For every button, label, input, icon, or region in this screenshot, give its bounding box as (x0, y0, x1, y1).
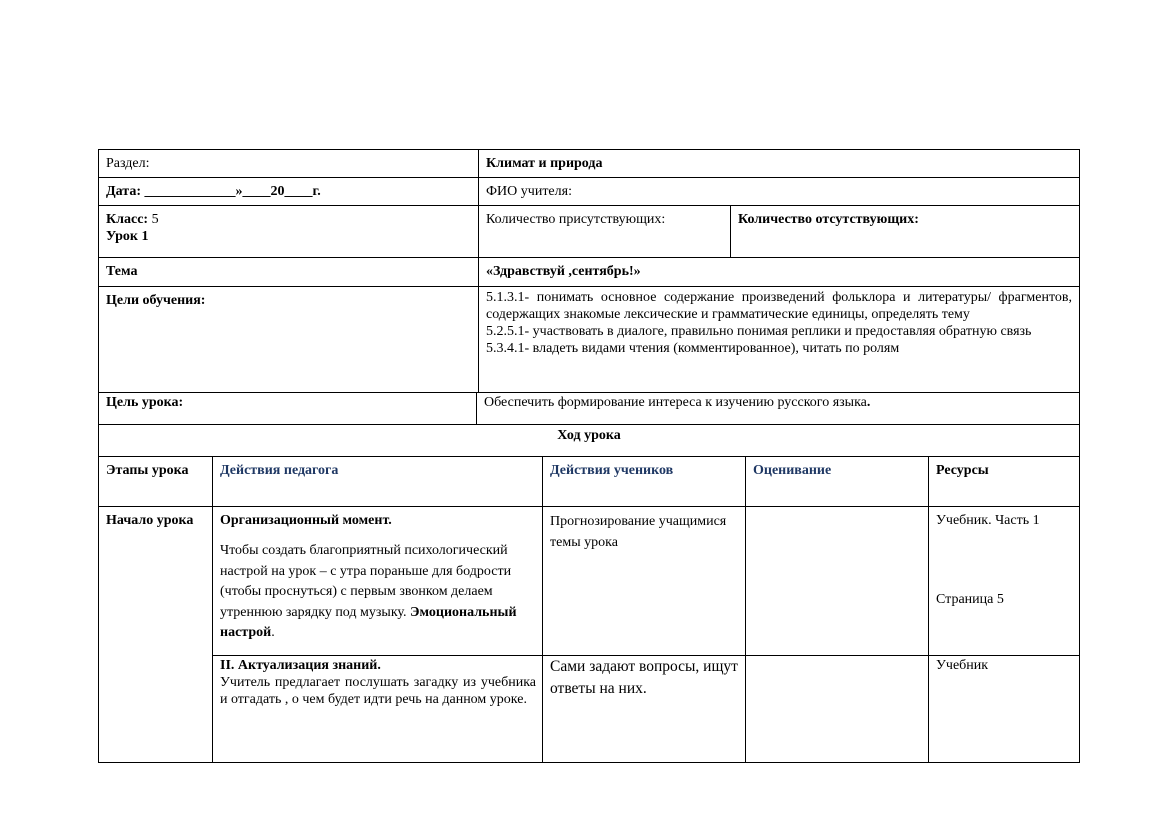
col-resources-cell (928, 457, 1079, 506)
columns-header-row (98, 457, 1080, 507)
class-cell (99, 206, 479, 257)
present-cell (478, 206, 731, 257)
knowledge-update-title: II. Актуализация знаний. (220, 658, 381, 673)
resources-cell-2 (928, 656, 1079, 762)
topic-label: Тема (106, 264, 138, 279)
learning-goals-label-cell (99, 287, 479, 392)
students-questions-cell (542, 656, 746, 762)
org-moment-title: Организационный момент. (220, 513, 392, 528)
col-resources: Ресурсы (936, 463, 989, 478)
absent-cell (730, 206, 1079, 257)
col-assessment-cell (745, 457, 929, 506)
topic-row (98, 258, 1080, 287)
learning-goal-3: 5.3.4.1- владеть видами чтения (комментированное), читать по ролям (486, 341, 900, 356)
students-questions: Сами задают вопросы, ищут ответы на них. (550, 658, 738, 697)
emotional-mood: Эмоциональный настрой (220, 604, 517, 640)
course-title-cell (99, 425, 1079, 456)
section-value: Климат и природа (486, 156, 603, 171)
table-row (212, 656, 1079, 762)
section-row (98, 149, 1080, 178)
topic-value-cell (478, 258, 1079, 286)
learning-goals-label: Цели обучения: (106, 293, 206, 308)
teacher-name-cell (478, 178, 1079, 205)
col-teacher: Действия педагога (220, 463, 339, 478)
col-students: Действия учеников (550, 463, 674, 478)
date-label: Дата: _____________»____20____г. (106, 184, 321, 199)
col-teacher-cell (212, 457, 543, 506)
knowledge-update-cell (212, 656, 543, 762)
course-title: Ход урока (557, 428, 621, 443)
stage-start: Начало урока (106, 513, 194, 528)
org-moment-cell (212, 507, 543, 655)
topic-value: «Здравствуй ,сентябрь!» (486, 264, 641, 279)
students-forecast: Прогнозирование учащимися темы урока (550, 514, 727, 550)
date-cell (99, 178, 479, 205)
resource-page: Страница 5 (936, 592, 1004, 607)
students-forecast-cell (542, 507, 746, 655)
learning-goals-cell (478, 287, 1079, 392)
learning-goal-2: 5.2.5.1- участвовать в диалоге, правильно понимая реплики и предоставляя обратную связь (486, 324, 1032, 339)
col-assessment: Оценивание (753, 463, 832, 478)
org-moment-text: Чтобы создать благоприятный психологический настрой на урок – с утра пораньше для бодрости (чтобы проснуться) с первым звонком делаем утреннюю зарядку под музыку. (220, 543, 512, 620)
lesson-goal-label-cell (99, 393, 477, 424)
lesson-plan-table (98, 149, 1080, 763)
stage-start-cell (99, 507, 213, 762)
lesson-goal-value-cell (476, 393, 1079, 424)
table-row (212, 507, 1079, 656)
lesson-number: Урок 1 (106, 229, 149, 244)
knowledge-update-text: Учитель предлагает послушать загадку из учебника и отгадать , о чем будет идти речь на данном уроке. (220, 675, 536, 707)
resource-textbook-part: Учебник. Часть 1 (936, 513, 1040, 528)
section-label: Раздел: (106, 156, 150, 171)
learning-goals-row (98, 287, 1080, 393)
teacher-name-label: ФИО учителя: (486, 184, 572, 199)
present-label: Количество присутствующих: (486, 212, 666, 227)
course-title-row (98, 425, 1080, 457)
class-row (98, 206, 1080, 258)
assessment-cell-2 (745, 656, 929, 762)
resource-textbook: Учебник (936, 658, 989, 673)
col-stages-cell (99, 457, 213, 506)
class-value: 5 (148, 212, 159, 227)
lesson-goal-dot: . (866, 395, 871, 410)
col-stages: Этапы урока (106, 463, 189, 478)
class-label: Класс: (106, 212, 149, 227)
lesson-stages-block (98, 507, 1080, 763)
lesson-goal-label: Цель урока: (106, 395, 184, 410)
lesson-goal-value: Обеспечить формирование интереса к изучению русского языка (484, 395, 867, 410)
section-value-cell (478, 150, 1079, 177)
col-students-cell (542, 457, 746, 506)
learning-goal-1: 5.1.3.1- понимать основное содержание произведений фольклора и литературы/ фрагментов, содержащих знакомые лексические и грамматические единицы, определять тему (486, 290, 1072, 322)
absent-label: Количество отсутствующих: (738, 212, 919, 227)
date-row (98, 178, 1080, 206)
org-moment-dot: . (271, 625, 275, 640)
section-label-cell (99, 150, 479, 177)
topic-label-cell (99, 258, 479, 286)
lesson-goal-row (98, 393, 1080, 425)
assessment-cell-1 (745, 507, 929, 655)
resources-cell-1 (928, 507, 1079, 655)
